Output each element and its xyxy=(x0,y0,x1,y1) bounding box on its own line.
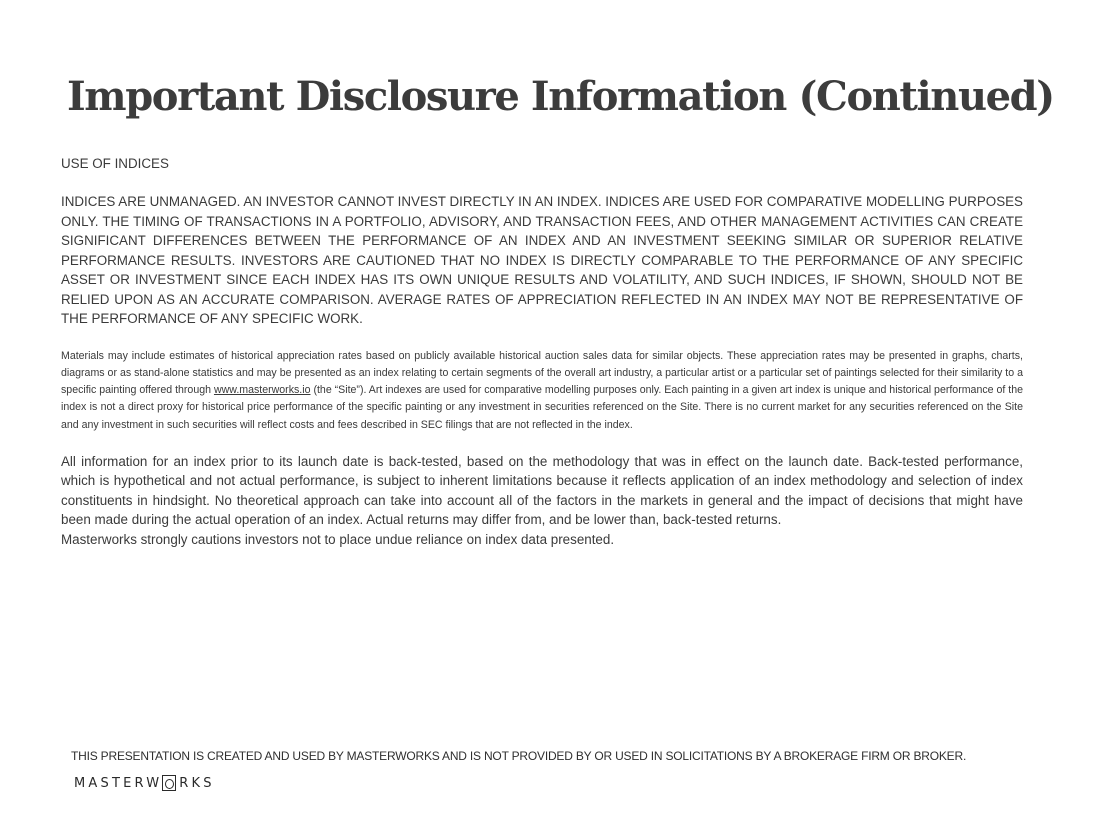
appreciation-text-before-link: Materials may include estimates of historical appreciation rates based on publicly available historical auction sales data for similar objects. These appreciation rates may be presented in graphs, charts, diagrams or as stand-alone statistics and may be presented as an index relating to certain segments of the overall art industry, a particular artist or a particular set of paintings selected for their similarity to a specific painting offered through xyxy=(61,349,1023,397)
page-title: Important Disclosure Information (Continued) xyxy=(67,73,1054,120)
caution-line: Masterworks strongly cautions investors not to place undue reliance on index data presented. xyxy=(61,531,615,547)
appreciation-rates-paragraph xyxy=(61,348,1023,434)
masterworks-site-link[interactable]: www.masterworks.io xyxy=(213,384,311,397)
disclosure-body xyxy=(61,155,1023,549)
logo-text-end: RKS xyxy=(179,775,215,791)
footer-notice: THIS PRESENTATION IS CREATED AND USED BY MASTERWORKS AND IS NOT PROVIDED BY OR USED IN SOLICITATIONS BY A BROKERAGE FIRM OR BROKER. xyxy=(71,749,967,763)
indices-caps-paragraph: INDICES ARE UNMANAGED. AN INVESTOR CANNOT INVEST DIRECTLY IN AN INDEX. INDICES ARE USED FOR COMPARATIVE MODELLING PURPOSES ONLY. THE TIMING OF TRANSACTIONS IN A PORTFOLIO, ADVISORY, AND TRANSACTION FEES, AND OTHER MANAGEMENT ACTIVITIES CAN CREATE SIGNIFICANT DIFFERENCES BETWEEN THE PERFORMANCE OF AN INDEX AND AN INVESTMENT SEEKING SIMILAR OR SUPERIOR RELATIVE PERFORMANCE RESULTS. INVESTORS ARE CAUTIONED THAT NO INDEX IS DIRECTLY COMPARABLE TO THE PERFORMANCE OF ANY SPECIFIC ASSET OR INVESTMENT SINCE EACH INDEX HAS ITS OWN UNIQUE RESULTS AND VOLATILITY, AND SUCH INDICES, IF SHOWN, SHOULD NOT BE RELIED UPON AS AN ACCURATE COMPARISON. AVERAGE RATES OF APPRECIATION REFLECTED IN AN INDEX MAY NOT BE REPRESENTATIVE OF THE PERFORMANCE OF ANY SPECIFIC WORK. xyxy=(61,194,1023,326)
section-heading: USE OF INDICES xyxy=(61,156,169,171)
logo-o-box-icon xyxy=(162,775,176,791)
backtest-paragraph: All information for an index prior to its launch date is back-tested, based on the methodology that was in effect on the launch date. Back-tested performance, which is hypothetical and not actual performance, is subject to inherent limitations because it reflects application of an index methodology and selection of index constituents in hindsight. No theoretical approach can take into account all of the factors in the markets in general and the impact of decisions that might have been made during the actual operation of an index. Actual returns may differ from, and be lower than, back-tested returns. xyxy=(61,453,1023,528)
masterworks-logo xyxy=(74,774,215,792)
logo-text-start: MASTERW xyxy=(74,775,163,791)
appreciation-text-after-link: (the “Site”). Art indexes are used for comparative modelling purposes only. Each painting in a given art index is unique and historical performance of the index is not a direct proxy for historical price performance of the specific painting or any investment in securities referenced on the Site. There is no current market for any securities referenced on the Site and any investment in such securities will reflect costs and fees described in SEC filings that are not reflected in the index. xyxy=(61,384,1023,431)
